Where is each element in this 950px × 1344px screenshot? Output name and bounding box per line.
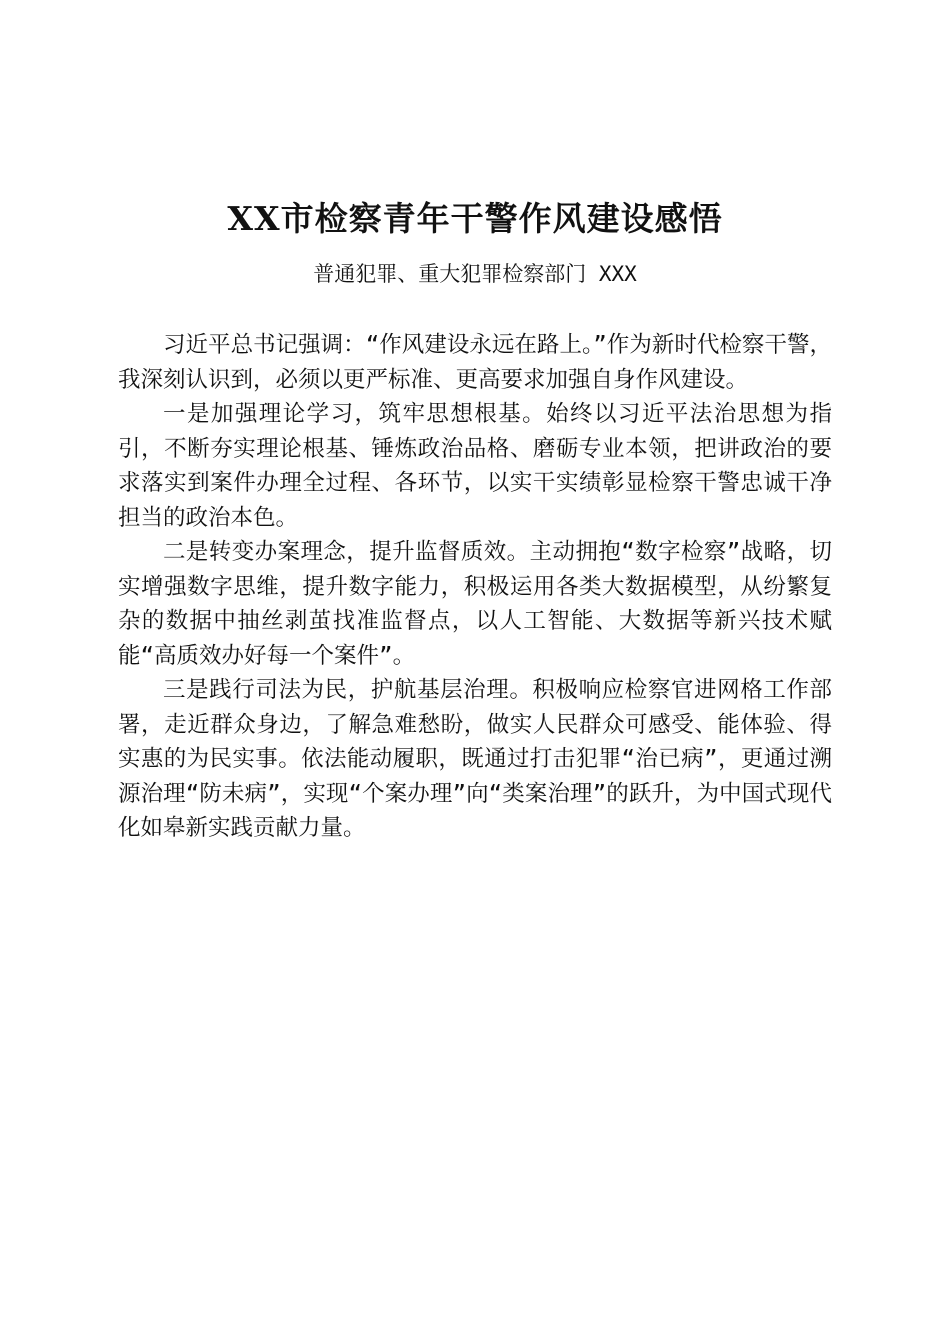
paragraph-intro: 习近平总书记强调：“作风建设永远在路上。”作为新时代检察干警，我深刻认识到，必须以更严标准、更高要求加强自身作风建设。: [118, 332, 832, 393]
paragraph-case-handling: 二是转变办案理念，提升监督质效。主动拥抱“数字检察”战略，切实增强数字思维，提升数字能力，积极运用各类大数据模型，从纷繁复杂的数据中抽丝剥茧找准监督点，以人工智能、大数据等新兴技术赋能“高质效办好每一个案件”。: [118, 539, 832, 669]
paragraph-serve-people: 三是践行司法为民，护航基层治理。积极响应检察官进网格工作部署，走近群众身边，了解急难愁盼，做实人民群众可感受、能体验、得实惠的为民实事。依法能动履职，既通过打击犯罪“治已病”，更通过溯源治理“防未病”，实现“个案办理”向“类案治理”的跃升，为中国式现代化如皋新实践贡献力量。: [118, 677, 832, 841]
document-title: XX市检察青年干警作风建设感悟: [227, 199, 723, 238]
paragraph-theory-study: 一是加强理论学习，筑牢思想根基。始终以习近平法治思想为指引，不断夯实理论根基、锤炼政治品格、磨砺专业本领，把讲政治的要求落实到案件办理全过程、各环节，以实干实绩彰显检察干警忠诚干净担当的政治本色。: [118, 401, 832, 531]
document-body: [118, 328, 832, 846]
document-author: 普通犯罪、重大犯罪检察部门 XXX: [313, 262, 637, 286]
